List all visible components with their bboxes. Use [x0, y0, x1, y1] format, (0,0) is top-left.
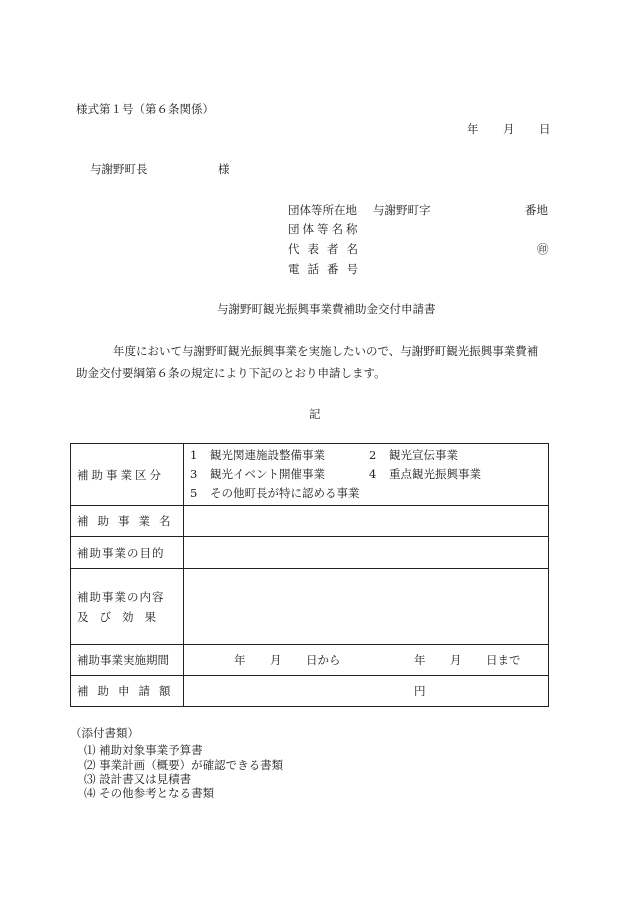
attachment-item-1: ⑴ 補助対象事業予算書: [84, 743, 203, 757]
category-item-5: [190, 484, 360, 503]
category-item-3: [190, 465, 369, 484]
period-start-month: 月: [270, 653, 282, 667]
attachment-item-2: ⑵ 事業計画（概要）が確認できる書類: [84, 758, 284, 772]
table-row: [71, 506, 549, 537]
period-fields: [184, 652, 548, 668]
content-label-cell: [71, 569, 184, 645]
period-label: 補助事業実施期間: [77, 653, 169, 667]
period-value[interactable]: [184, 645, 549, 676]
period-start-year: 年: [234, 653, 246, 667]
project-name-value[interactable]: [184, 506, 549, 537]
category-row-1: [190, 446, 548, 465]
ki-marker: 記: [309, 407, 321, 421]
representative-label: 代表者名: [288, 242, 366, 256]
address-label: 団体等所在地: [288, 203, 357, 217]
form-number: 様式第１号（第６条関係）: [76, 102, 214, 116]
category-text: 観光イベント開催事業: [210, 467, 325, 481]
category-num: 4: [369, 467, 377, 481]
project-name-label-cell: [71, 506, 184, 537]
purpose-label-cell: [71, 537, 184, 569]
category-text: その他町長が特に認める事業: [210, 486, 360, 500]
category-num: 3: [190, 467, 198, 481]
category-options-cell: [184, 444, 549, 506]
amount-unit: 円: [414, 684, 426, 698]
table-row: [71, 537, 549, 569]
period-label-cell: [71, 645, 184, 676]
table-row: [71, 645, 549, 676]
body-line-2: 助金交付要綱第６条の規定により下記のとおり申請します。: [76, 366, 386, 380]
period-start-day: 日から: [306, 653, 341, 667]
amount-label: 補助申請額: [77, 684, 180, 698]
application-table: [70, 443, 549, 707]
date-day-label: 日: [539, 122, 551, 136]
phone-label: 電話番号: [288, 262, 366, 276]
period-end-month: 月: [450, 653, 462, 667]
org-name-label: 団体等名称: [288, 222, 361, 236]
purpose-label: 補助事業の目的: [77, 545, 165, 560]
address-prefix: 与謝野町字: [373, 203, 431, 217]
table-row: [71, 676, 549, 707]
content-label-line-2: 及び効果: [77, 609, 167, 624]
category-num: 2: [369, 448, 377, 462]
period-end-day: 日まで: [486, 653, 521, 667]
category-row-2: [190, 465, 548, 484]
attachment-item-3: ⑶ 設計書又は見積書: [84, 772, 192, 786]
category-text: 観光関連施設整備事業: [210, 448, 325, 462]
table-row: [71, 444, 549, 506]
date-month-label: 月: [503, 122, 515, 136]
addressee-name: 与謝野町長: [90, 162, 148, 176]
document-title: 与謝野町観光振興事業費補助金交付申請書: [217, 302, 436, 316]
category-text: 観光宣伝事業: [389, 448, 458, 462]
category-num: 5: [190, 486, 198, 500]
category-item-2: [369, 446, 548, 465]
table-row: [71, 569, 549, 645]
amount-label-cell: [71, 676, 184, 707]
category-item-1: [190, 446, 369, 465]
category-row-3: [190, 484, 548, 503]
amount-value[interactable]: [184, 676, 549, 707]
category-label-text: 補助事業区分: [77, 467, 164, 482]
category-label: [77, 467, 183, 483]
content-label-line-1: 補助事業の内容: [77, 589, 165, 604]
attachments-heading: （添付書類）: [70, 726, 139, 740]
attachment-item-4: ⑷ その他参考となる書類: [84, 786, 215, 800]
date-year-label: 年: [467, 122, 479, 136]
content-value[interactable]: [184, 569, 549, 645]
seal-mark: ㊞: [537, 242, 549, 256]
purpose-value[interactable]: [184, 537, 549, 569]
category-num: 1: [190, 448, 198, 462]
period-end-year: 年: [414, 653, 426, 667]
addressee-honorific: 様: [218, 162, 230, 176]
category-item-4: [369, 465, 548, 484]
project-name-label: 補助事業名: [77, 514, 180, 528]
body-line-1: 年度において与謝野町観光振興事業を実施したいので、与謝野町観光振興事業費補: [113, 344, 539, 358]
category-text: 重点観光振興事業: [389, 467, 481, 481]
category-label-cell: [71, 444, 184, 506]
address-suffix: 番地: [525, 203, 548, 217]
